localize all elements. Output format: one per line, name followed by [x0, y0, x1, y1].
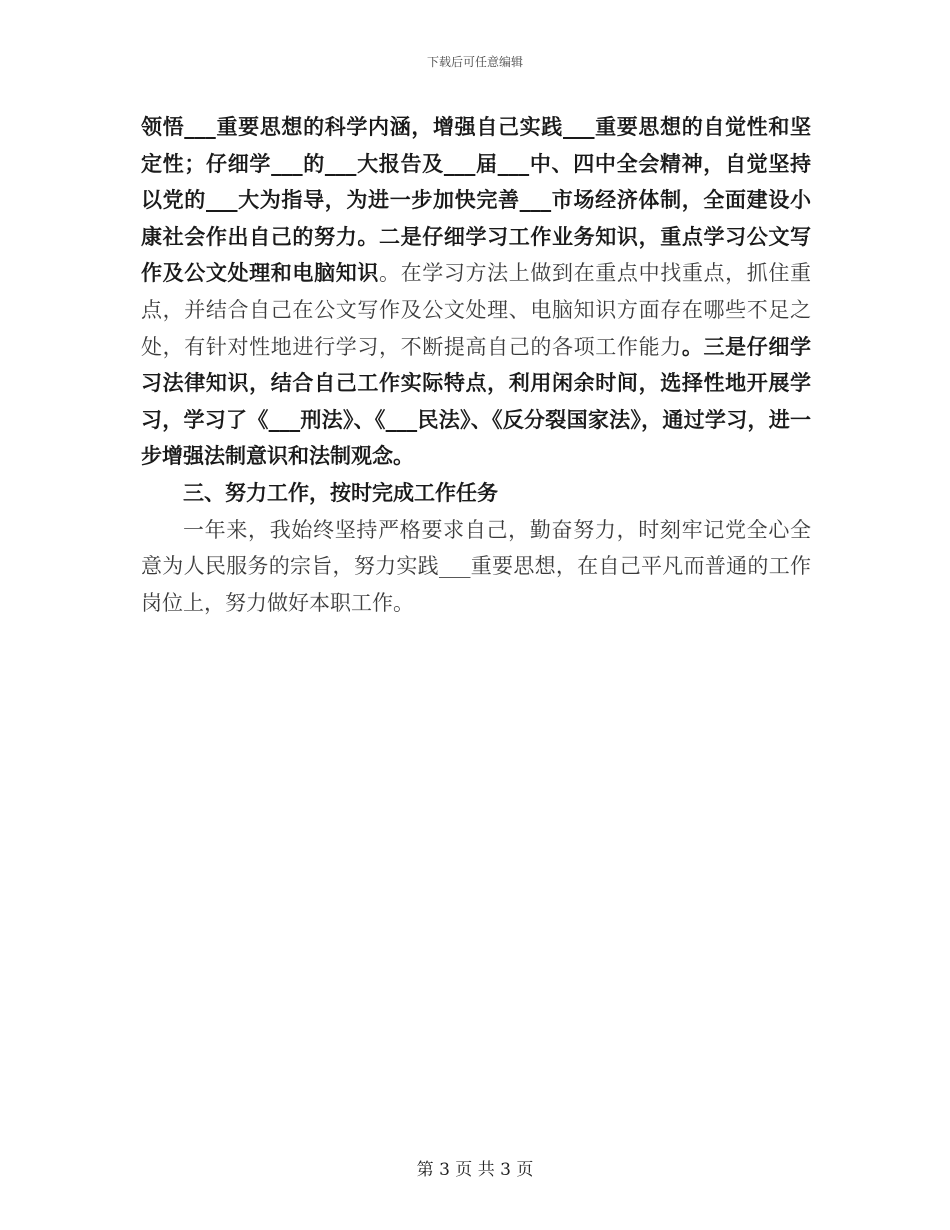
section-heading-3: 三、努力工作，按时完成工作任务 — [183, 479, 498, 505]
document-body — [141, 109, 811, 621]
paragraph-bold-text-b: 。三是仔细学习法律知识，结合自己工作实际特点，利用闲余时间，选择性地开展学习，学习了《___刑法》、《___民法》、《反分裂国家法》，通过学习，进一步增强法制意识和法制观念。 — [141, 333, 812, 469]
body-paragraph-2: 一年来，我始终坚持严格要求自己，勤奋努力，时刻牢记党全心全意为人民服务的宗旨，努力实践___重要思想，在自己平凡而普通的工作岗位上，努力做好本职工作。 — [141, 517, 811, 615]
body-paragraph-1 — [141, 109, 811, 475]
page-header: 下载后可任意编辑 — [426, 55, 523, 69]
page-number-footer: 第 3 页 共 3 页 — [416, 1160, 534, 1180]
paragraph-normal-text: 。在学习方法上做到在重点中找重点，抓住重点，并结合自己在公文写作及公文处理、电脑知识方面存在哪些不足之处，有针对性地进行学习，不断提高自己的各项工作能力 — [141, 261, 812, 359]
paragraph-bold-text-a: 领悟___重要思想的科学内涵，增强自己实践___重要思想的自觉性和坚定性；仔细学___的___大报告及___届___中、四中全会精神，自觉坚持以党的___大为指导，为进一步加快完善___市场经济体制，全面建设小康社会作出自己的努力。二是仔细学习工作业务知识，重点学习公文写作及公文处理和电脑知识 — [141, 114, 811, 286]
